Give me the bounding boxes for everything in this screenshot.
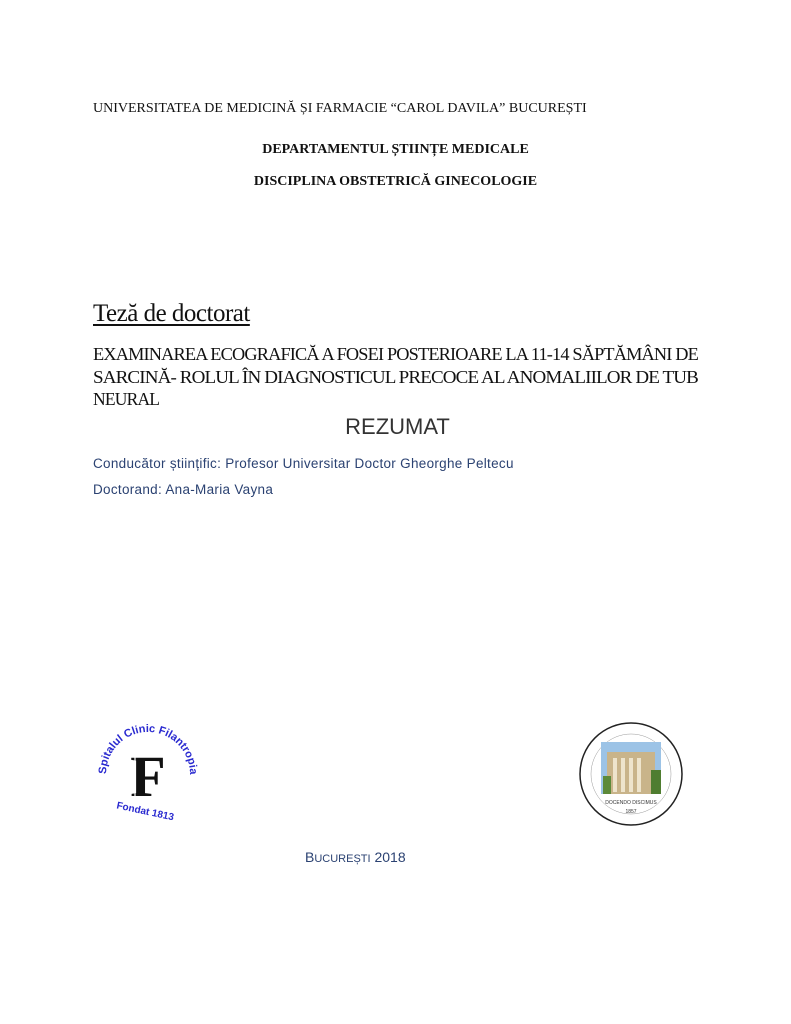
- svg-text:Fondat 1813: Fondat 1813: [115, 800, 175, 822]
- svg-text:DOCENDO DISCIMUS: DOCENDO DISCIMUS: [605, 800, 657, 806]
- thesis-title-line: SARCINĂ- ROLUL ÎN DIAGNOSTICUL PRECOCE AL ANOMALIILOR DE TUB: [93, 367, 698, 387]
- university-seal: [577, 720, 685, 833]
- svg-text:F: F: [130, 744, 166, 809]
- discipline-name: DISCIPLINA OBSTETRICĂ GINECOLOGIE: [253, 174, 538, 189]
- thesis-title-line: NEURAL: [93, 389, 160, 409]
- university-name: UNIVERSITATEA DE MEDICINĂ ȘI FARMACIE “CAROL DAVILA” BUCUREȘTI: [93, 101, 587, 116]
- city-name: UCUREȘTI: [314, 853, 371, 865]
- city-initial: B: [305, 849, 315, 865]
- place-and-year: [305, 849, 406, 865]
- year: 2018: [374, 849, 406, 865]
- thesis-title-line: EXAMINAREA ECOGRAFICĂ A FOSEI POSTERIOARE LA 11-14 SĂPTĂMÂNI DE: [93, 344, 699, 364]
- supervisor-line: Conducător științific: Profesor Universitar Doctor Gheorghe Peltecu: [93, 456, 514, 471]
- hospital-logo: [98, 722, 198, 827]
- thesis-type-heading: Teză de doctorat: [93, 300, 250, 327]
- candidate-line: Doctorand: Ana-Maria Vayna: [93, 482, 274, 497]
- svg-text:Spitalul Clinic Filantropia: Spitalul Clinic Filantropia: [98, 722, 198, 775]
- svg-text:1857: 1857: [625, 809, 637, 815]
- department-name: DEPARTAMENTUL ȘTIINȚE MEDICALE: [262, 142, 529, 157]
- summary-heading: REZUMAT: [345, 414, 450, 439]
